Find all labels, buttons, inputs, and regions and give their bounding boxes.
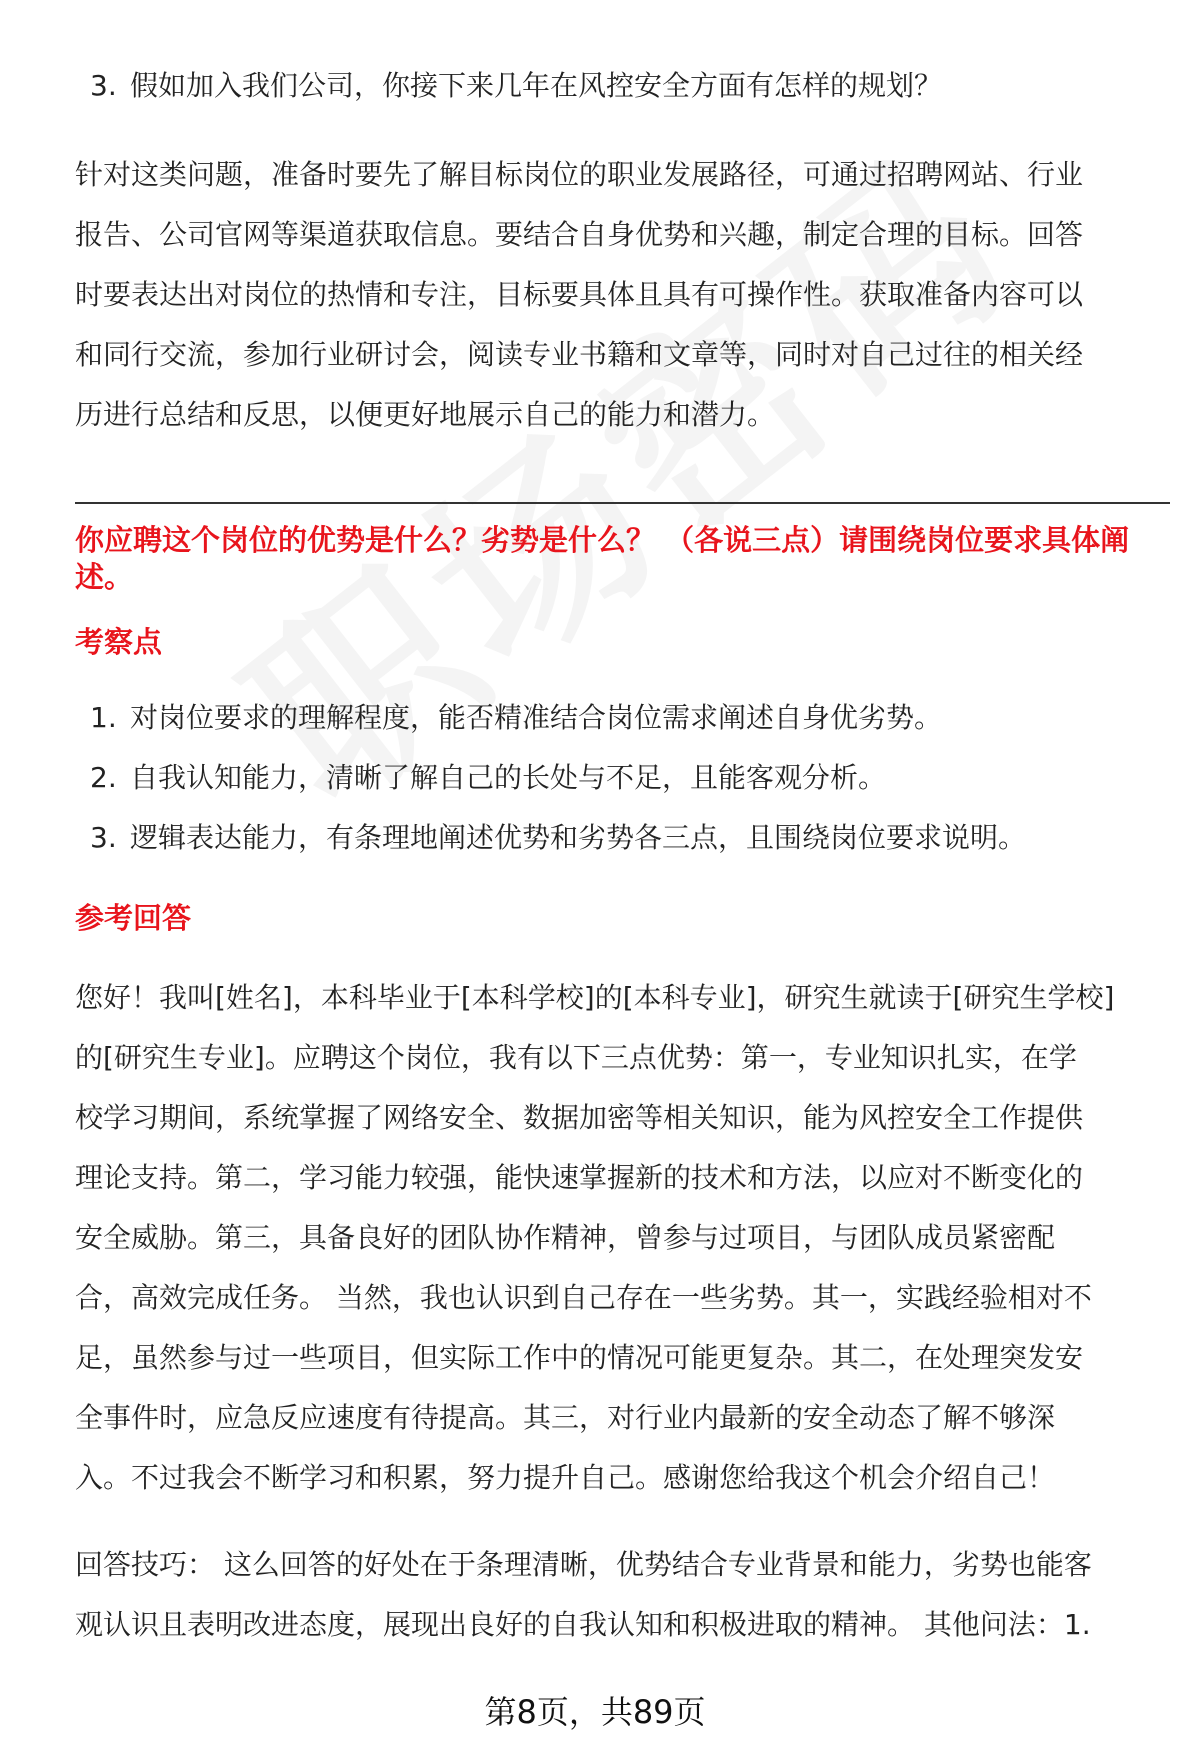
tips-line: 回答技巧： 这么回答的好处在于条理清晰，优势结合专业背景和能力，劣势也能客 [75, 1548, 1092, 1581]
question-title: 你应聘这个岗位的优势是什么？劣势是什么？ （各说三点）请围绕岗位要求具体阐述。 [75, 523, 1130, 594]
paragraph-line: 和同行交流，参加行业研讨会，阅读专业书籍和文章等，同时对自己过往的相关经 [75, 338, 1084, 371]
exam-points-list [75, 698, 1170, 858]
answer-line: 安全威胁。第三，具备良好的团队协作精神，曾参与过项目，与团队成员紧密配 [75, 1221, 1056, 1254]
answer-line: 入。不过我会不断学习和积累，努力提升自己。感谢您给我这个机会介绍自己！ [75, 1461, 1056, 1494]
section-divider [75, 502, 1170, 504]
reference-answer-body [75, 968, 1170, 1508]
list-text: 假如加入我们公司，你接下来几年在风控安全方面有怎样的规划？ [130, 69, 943, 102]
list-item [75, 698, 1170, 738]
list-text: 逻辑表达能力，有条理地阐述优势和劣势各三点，且围绕岗位要求说明。 [130, 821, 1027, 854]
list-item [75, 66, 1190, 106]
answer-line: 全事件时，应急反应速度有待提高。其三，对行业内最新的安全动态了解不够深 [75, 1401, 1056, 1434]
list-text: 自我认知能力，清晰了解自己的长处与不足，且能客观分析。 [130, 761, 887, 794]
list-number: 2. [90, 761, 117, 794]
page-number: 第8页，共89页 [484, 1693, 706, 1731]
answer-tips [75, 1535, 1170, 1655]
list-item [75, 758, 1170, 798]
list-number: 3. [90, 69, 117, 102]
answer-line: 校学习期间，系统掌握了网络安全、数据加密等相关知识，能为风控安全工作提供 [75, 1101, 1084, 1134]
list-number: 3. [90, 821, 117, 854]
exam-points-heading: 考察点 [75, 625, 163, 659]
answer-line: 合，高效完成任务。 当然，我也认识到自己存在一些劣势。其一，实践经验相对不 [75, 1281, 1092, 1314]
list-text: 对岗位要求的理解程度，能否精准结合岗位需求阐述自身优劣势。 [130, 701, 943, 734]
answer-line: 您好！我叫[姓名]，本科毕业于[本科学校]的[本科专业]，研究生就读于[研究生学校] [75, 981, 1115, 1014]
paragraph-line: 历进行总结和反思，以便更好地展示自己的能力和潜力。 [75, 398, 776, 431]
answer-line: 理论支持。第二，学习能力较强，能快速掌握新的技术和方法，以应对不断变化的 [75, 1161, 1084, 1194]
paragraph-line: 报告、公司官网等渠道获取信息。要结合自身优势和兴趣，制定合理的目标。回答 [75, 218, 1084, 251]
list-number: 1. [90, 701, 117, 734]
answer-line: 足，虽然参与过一些项目，但实际工作中的情况可能更复杂。其二，在处理突发安 [75, 1341, 1084, 1374]
paragraph-line: 针对这类问题，准备时要先了解目标岗位的职业发展路径，可通过招聘网站、行业 [75, 158, 1084, 191]
answer-line: 的[研究生专业]。应聘这个岗位，我有以下三点优势：第一，专业知识扎实，在学 [75, 1041, 1077, 1074]
reference-answer-heading: 参考回答 [75, 901, 192, 935]
paragraph-line: 时要表达出对岗位的热情和专注，目标要具体且具有可操作性。获取准备内容可以 [75, 278, 1084, 311]
tips-line: 观认识且表明改进态度，展现出良好的自我认知和积极进取的精神。 其他问法：1. [75, 1608, 1091, 1641]
advice-paragraph [75, 145, 1170, 445]
list-item [75, 818, 1170, 858]
